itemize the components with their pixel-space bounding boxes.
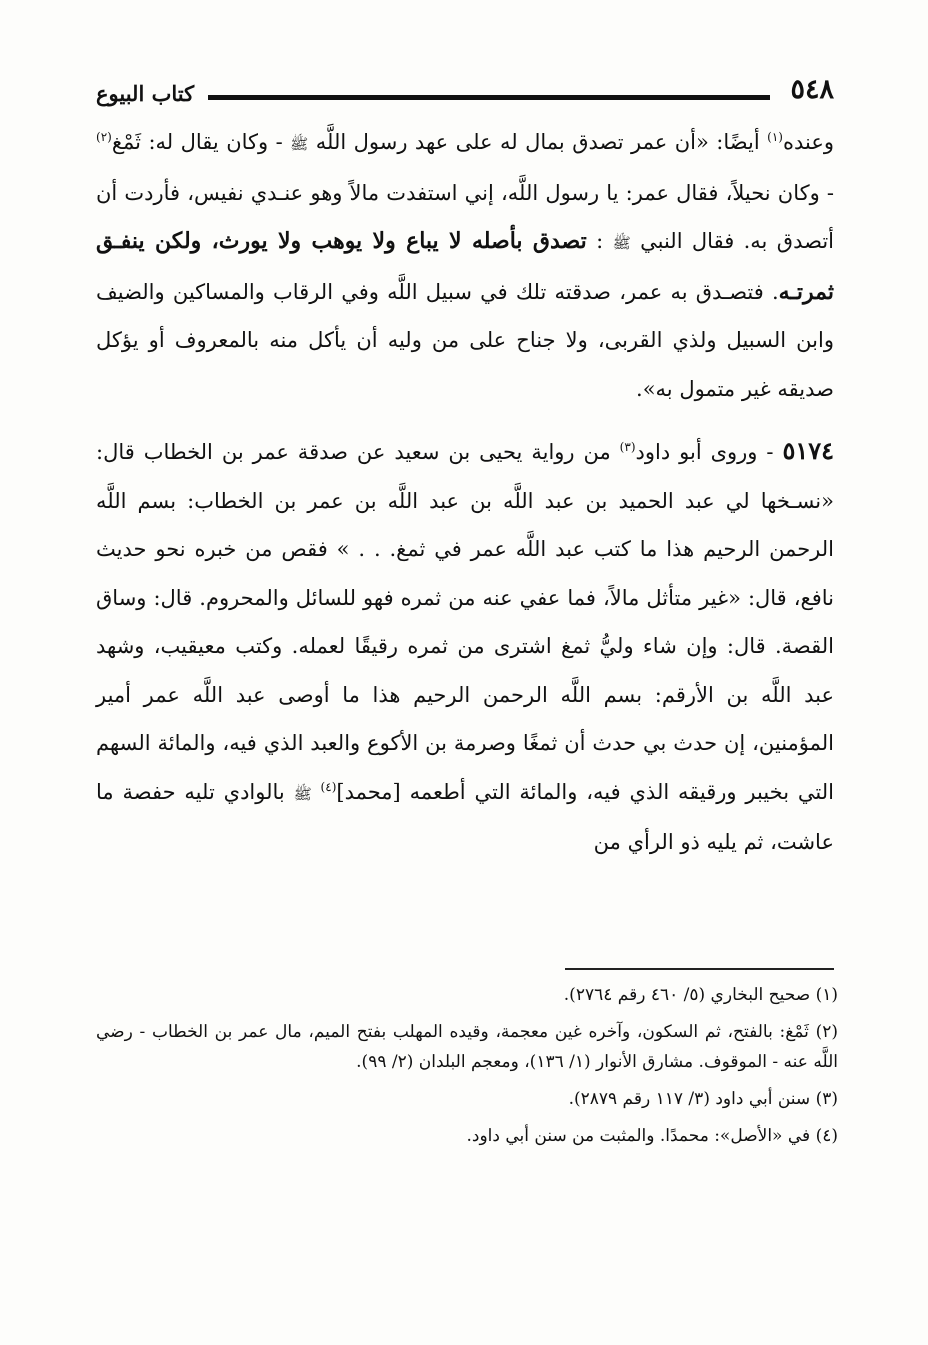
paragraph-text: - وكان نحيلاً، فقال عمر: يا رسول اللَّه، إني استفدت مالاً وهو عنـدي نفيس، فأردت أن أتصدق به. فقال النبي: [96, 180, 834, 253]
paragraph-text: :: [586, 229, 613, 253]
paragraph-text: أيضًا: «أن عمر تصدق بمال له على عهد رسول اللَّه: [308, 130, 768, 154]
footnote-marker: (٣): [815, 1089, 838, 1109]
paragraph-text: [312, 780, 321, 804]
footnote-marker: (٢): [815, 1022, 838, 1042]
hadith-number: ٥١٧٤: [782, 436, 834, 465]
footnote-text: في «الأصل»: محمدًا. والمثبت من سنن أبي داود.: [466, 1126, 811, 1146]
running-header: [96, 74, 834, 114]
header-rule: [208, 95, 770, 100]
footnote-1: [96, 980, 838, 1010]
main-text: [96, 118, 834, 867]
footnote-ref: (٢): [96, 130, 112, 144]
footnote-ref: (٤): [320, 779, 337, 794]
footnote-text: صحيح البخاري (٥/ ٤٦٠ رقم ٢٧٦٤).: [563, 985, 811, 1005]
paragraph-lead: وعنده: [782, 130, 834, 154]
paragraph-1: [96, 118, 834, 413]
footnotes: [96, 980, 838, 1158]
paragraph-text: من رواية يحيى بن سعيد عن صدقة عمر بن الخطاب قال: «نسـخها لي عبد الحميد بن عبد اللَّه بن عبد اللَّه بن عمر بن الخطاب: بسم اللَّه الرحمن الرحيم هذا ما كتب عبد اللَّه عمر في ثمغ. . . » فقص من خبره نحو حديث نافع، قال: «غير متأثل مالاً، فما عفي عنه من ثمره فهو للسائل والمحروم. قال: وساق القصة. قال: وإن شاء وليُّ ثمغ اشترى من ثمره رقيقًا لعمله. وكتب معيقيب، وشهد عبد اللَّه بن الأرقم: بسم اللَّه الرحمن الرحيم هذا ما أوصى عبد اللَّه عمر أمير المؤمنين، إن حدث بي حدث أن ثمغًا وصرمة بن الأكوع والعبد الذي فيه، والمائة السهم التي بخيبر ورقيقه الذي فيه، والمائة التي أطعمه [محمد]: [96, 440, 834, 804]
footnote-marker: (١): [815, 985, 838, 1005]
paragraph-text: بالوادي تليه حفصة ما عاشت، ثم يليه ذو الرأي من: [96, 779, 834, 854]
footnote-separator: [565, 968, 834, 970]
emphasized-hadith-text: تصدق بأصله لا يباع ولا يوهب ولا يورث، ولكن ينفـق ثمرتـه: [96, 228, 834, 305]
paragraph-text: - وكان يقال له: ثَمْغ: [111, 130, 291, 154]
footnote-ref: (٣): [619, 440, 636, 454]
footnote-2: [96, 1017, 838, 1077]
honorific-glyph: ﷺ: [290, 135, 309, 153]
footnote-text: سنن أبي داود (٣/ ١١٧ رقم ٢٨٧٩).: [568, 1089, 811, 1109]
honorific-glyph: ﷺ: [293, 784, 312, 803]
book-title: كتاب البيوع: [96, 81, 195, 106]
footnote-text: ثَمْغ: بالفتح، ثم السكون، وآخره غين معجمة، وقيده المهلب بفتح الميم، مال عمر بن الخطاب - رضي اللَّه عنه - الموقوف. مشارق الأنوار (١/ ١٣٦)، ومعجم البلدان (٢/ ٩٩).: [96, 1022, 838, 1072]
paragraph-text: . فتصـدق به عمر، صدقته تلك في سبيل اللَّه وفي الرقاب والمساكين والضيف وابن السبيل ولذي القربى، ولا جناح على من وليه أن يأكل منه بالمعروف أو يؤكل صديقه غير متمول به».: [96, 279, 834, 401]
paragraph-text: - وروى أبو داود: [635, 440, 783, 464]
footnote-ref: (١): [767, 130, 783, 144]
page-number: ٥٤٨: [790, 74, 834, 105]
footnote-marker: (٤): [815, 1126, 838, 1146]
footnote-3: [96, 1084, 838, 1114]
honorific-glyph: ﷺ: [612, 234, 631, 252]
footnote-4: [96, 1121, 838, 1151]
paragraph-2: [96, 427, 834, 867]
